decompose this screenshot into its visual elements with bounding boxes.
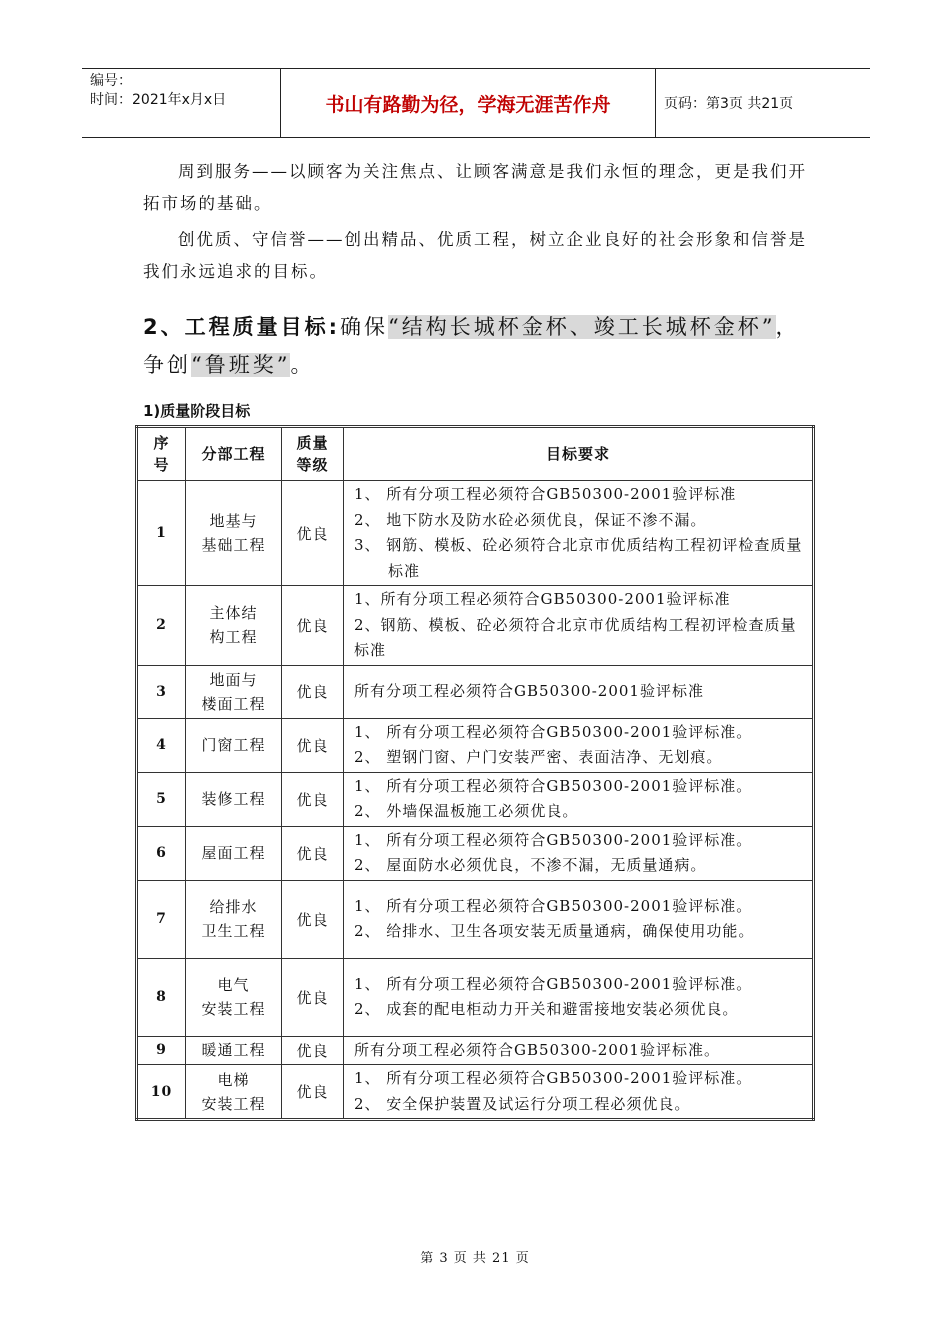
division-line-1: 电梯 — [217, 1070, 250, 1089]
table-row — [137, 1036, 814, 1065]
division-cell — [186, 772, 282, 826]
date-label: 时间：2021年x月x日 — [90, 92, 227, 108]
requirement-cell — [344, 586, 814, 666]
requirement-line: 2、 屋面防水必须优良，不渗不漏，无质量通病。 — [354, 856, 707, 874]
header-requirement: 目标要求 — [344, 427, 814, 481]
division-line-2: 卫生工程 — [201, 922, 266, 940]
section-number-title: 2、工程质量目标: — [143, 315, 341, 339]
row-number: 3 — [137, 665, 186, 718]
requirement-line: 1、 所有分项工程必须符合GB50300-2001验评标准。 — [354, 830, 753, 849]
table-row — [137, 958, 814, 1036]
subsection-title: 1)质量阶段目标 — [143, 402, 251, 420]
requirement-line: 1、 所有分项工程必须符合GB50300-2001验评标准。 — [354, 1069, 753, 1087]
requirement-line: 2、 外墙保温板施工必须优良。 — [354, 802, 579, 820]
division-line-2: 楼面工程 — [201, 694, 266, 713]
grade-cell: 优良 — [282, 1036, 344, 1065]
requirement-line: 1、 所有分项工程必须符合GB50300-2001验评标准。 — [354, 722, 753, 741]
page-header — [82, 68, 870, 138]
quality-target-table — [135, 425, 815, 1121]
requirement-line: 所有分项工程必须符合GB50300-2001验评标准。 — [354, 1040, 720, 1059]
header-no: 序 号 — [137, 427, 186, 481]
division-cell — [186, 1036, 282, 1065]
requirement-line: 2、 地下防水及防水砼必须优良，保证不渗不漏。 — [354, 510, 707, 529]
division-line-1: 暖通工程 — [201, 1041, 266, 1060]
grade-cell: 优良 — [282, 958, 344, 1036]
header-grade: 质量 等级 — [282, 427, 344, 481]
grade-cell: 优良 — [282, 586, 344, 666]
requirement-cell — [344, 1036, 814, 1065]
section-end: 。 — [290, 353, 315, 377]
requirement-line: 2、 成套的配电柜动力开关和避雷接地安装必须优良。 — [354, 1000, 739, 1018]
row-number: 9 — [137, 1036, 186, 1065]
table-row — [137, 481, 814, 586]
table-row — [137, 880, 814, 958]
requirement-line: 2、 塑钢门窗、户门安装严密、表面洁净、无划痕。 — [354, 748, 723, 766]
division-line-2: 安装工程 — [201, 1094, 266, 1113]
requirement-cell — [344, 958, 814, 1036]
division-line-2: 安装工程 — [201, 1000, 266, 1018]
division-line-1: 主体结 — [209, 604, 258, 623]
table-row — [137, 1065, 814, 1120]
requirement-line: 2、钢筋、模板、砼必须符合北京市优质结构工程初评检查质量标准 — [354, 615, 797, 659]
requirement-cell — [344, 481, 814, 586]
paragraph-service: 周到服务——以顾客为关注焦点、让顾客满意是我们永恒的理念，更是我们开拓市场的基础。 — [143, 162, 807, 213]
table-row — [137, 665, 814, 718]
requirement-cell — [344, 718, 814, 772]
table-row — [137, 718, 814, 772]
division-line-2: 基础工程 — [201, 536, 266, 554]
table-row — [137, 772, 814, 826]
requirement-cell — [344, 665, 814, 718]
division-line-1: 地基与 — [209, 512, 258, 530]
header-motto: 书山有路勤为径，学海无涯苦作舟 — [280, 69, 656, 137]
requirement-line: 3、 钢筋、模板、砼必须符合北京市优质结构工程初评检查质量标准 — [354, 536, 803, 580]
table-header-row — [137, 427, 814, 481]
requirement-line: 所有分项工程必须符合GB50300-2001验评标准 — [354, 681, 704, 700]
section-mid: ，争创 — [143, 315, 800, 377]
requirement-line: 1、 所有分项工程必须符合GB50300-2001验评标准。 — [354, 776, 753, 795]
grade-cell: 优良 — [282, 665, 344, 718]
division-cell — [186, 826, 282, 880]
grade-cell: 优良 — [282, 772, 344, 826]
requirement-line: 1、所有分项工程必须符合GB50300-2001验评标准 — [354, 590, 731, 608]
section-heading — [143, 308, 813, 384]
row-number: 6 — [137, 826, 186, 880]
division-line-1: 电气 — [217, 976, 250, 994]
table-row — [137, 586, 814, 666]
paragraph-quality: 创优质、守信誉——创出精品、优质工程，树立企业良好的社会形象和信誉是我们永远追求的目标。 — [143, 230, 807, 281]
section-goal-1: “结构长城杯金杯、竣工长城杯金杯” — [388, 315, 776, 339]
row-number: 7 — [137, 880, 186, 958]
section-lead: 确保 — [340, 315, 389, 339]
row-number: 2 — [137, 586, 186, 666]
requirement-cell — [344, 826, 814, 880]
header-meta — [82, 69, 280, 137]
serial-label: 编号： — [90, 73, 132, 89]
division-line-1: 屋面工程 — [201, 844, 266, 862]
grade-cell: 优良 — [282, 481, 344, 586]
grade-cell: 优良 — [282, 718, 344, 772]
division-line-1: 装修工程 — [201, 790, 266, 808]
header-page-label: 页码：第3页 共21页 — [664, 96, 794, 112]
division-cell — [186, 481, 282, 586]
requirement-cell — [344, 772, 814, 826]
requirement-line: 1、 所有分项工程必须符合GB50300-2001验评标准 — [354, 485, 737, 503]
grade-cell: 优良 — [282, 826, 344, 880]
requirement-cell — [344, 1065, 814, 1120]
division-cell — [186, 665, 282, 718]
division-cell — [186, 1065, 282, 1120]
row-number: 8 — [137, 958, 186, 1036]
page-footer: 第 3 页 共 21 页 — [420, 1251, 530, 1266]
requirement-line: 2、 安全保护装置及试运行分项工程必须优良。 — [354, 1094, 691, 1113]
division-line-2: 构工程 — [209, 628, 258, 647]
section-goal-2: “鲁班奖” — [191, 353, 291, 377]
row-number: 5 — [137, 772, 186, 826]
division-cell — [186, 586, 282, 666]
division-line-1: 门窗工程 — [201, 736, 266, 754]
requirement-line: 1、 所有分项工程必须符合GB50300-2001验评标准。 — [354, 974, 753, 993]
requirement-line: 2、 给排水、卫生各项安装无质量通病，确保使用功能。 — [354, 922, 755, 940]
row-number: 1 — [137, 481, 186, 586]
grade-cell: 优良 — [282, 1065, 344, 1120]
row-number: 10 — [137, 1065, 186, 1120]
division-line-1: 地面与 — [209, 670, 258, 689]
table-row — [137, 826, 814, 880]
row-number: 4 — [137, 718, 186, 772]
division-cell — [186, 880, 282, 958]
requirement-line: 1、 所有分项工程必须符合GB50300-2001验评标准。 — [354, 896, 753, 915]
header-division: 分部工程 — [186, 427, 282, 481]
grade-cell: 优良 — [282, 880, 344, 958]
requirement-cell — [344, 880, 814, 958]
division-line-1: 给排水 — [209, 898, 258, 916]
division-cell — [186, 718, 282, 772]
division-cell — [186, 958, 282, 1036]
